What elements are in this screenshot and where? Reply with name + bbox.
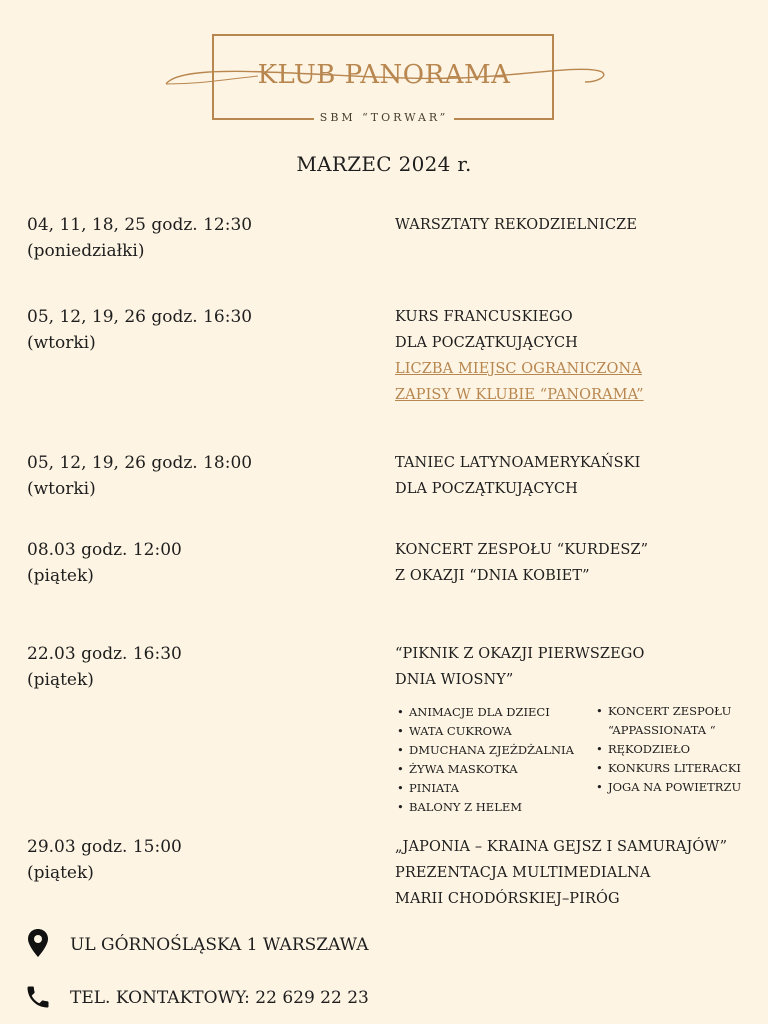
list-item: • DMUCHANA ZJEŻDŻALNIA	[397, 743, 574, 757]
list-item: • WATA CUKROWA	[397, 724, 512, 738]
event-date: 05, 12, 19, 26 godz. 18:00 (wtorki)	[27, 453, 253, 499]
event-date: 08.03 godz. 12:00 (piątek)	[27, 540, 182, 586]
list-item: • PINIATA	[397, 781, 459, 795]
event-date: 29.03 godz. 15:00 (piątek)	[27, 837, 182, 883]
picnic-attractions-left	[397, 703, 574, 817]
picnic-attractions-right	[596, 702, 741, 797]
list-item: • KONKURS LITERACKI	[596, 761, 741, 775]
event-date: 22.03 godz. 16:30 (piątek)	[27, 644, 182, 690]
list-item: • ANIMACJE DLA DZIECI	[397, 705, 550, 719]
event-title: WARSZTATY REKODZIELNICZE	[395, 217, 638, 233]
list-item: • JOGA NA POWIETRZU	[596, 780, 742, 794]
event-date: 05, 12, 19, 26 godz. 16:30 (wtorki)	[27, 307, 253, 353]
phone-icon	[24, 982, 52, 1012]
list-item: • KONCERT ZESPOŁU	[596, 704, 732, 718]
event-title: KURS FRANCUSKIEGO DLA POCZĄTKUJĄCYCH LICZBA MIEJSC OGRANICZONA ZAPISY W KLUBIE “PANORAMA”	[395, 304, 644, 408]
event-title: TANIEC LATYNOAMERYKAŃSKI DLA POCZĄTKUJĄCYCH	[395, 455, 641, 497]
event-note: LICZBA MIEJSC OGRANICZONA	[395, 361, 642, 377]
list-item: • RĘKODZIEŁO	[596, 742, 691, 756]
event-note: ZAPISY W KLUBIE “PANORAMA”	[395, 387, 644, 403]
list-item: • ŻYWA MASKOTKA	[397, 762, 518, 776]
event-title: “PIKNIK Z OKAZJI PIERWSZEGO DNIA WIOSNY”	[395, 646, 645, 688]
list-item: • BALONY Z HELEM	[397, 800, 523, 814]
location-pin-icon	[24, 928, 52, 958]
event-title: „JAPONIA – KRAINA GEJSZ I SAMURAJÓW” PREZENTACJA MULTIMEDIALNA MARII CHODÓRSKIEJ–PIRÓG	[395, 839, 728, 907]
month-heading: MARZEC 2024 r.	[296, 152, 472, 176]
phone-text: TEL. KONTAKTOWY: 22 629 22 23	[70, 988, 369, 1008]
list-item: “APPASSIONATA “	[608, 723, 716, 737]
event-title: KONCERT ZESPOŁU “KURDESZ” Z OKAZJI “DNIA KOBIET”	[395, 542, 649, 584]
event-date: 04, 11, 18, 25 godz. 12:30 (poniedziałki)	[27, 215, 253, 261]
logo-title: KLUB PANORAMA	[257, 60, 511, 90]
logo-subtitle: SBM “TORWAR”	[0, 111, 768, 124]
address-text: UL GÓRNOŚLĄSKA 1 WARSZAWA	[70, 935, 369, 955]
